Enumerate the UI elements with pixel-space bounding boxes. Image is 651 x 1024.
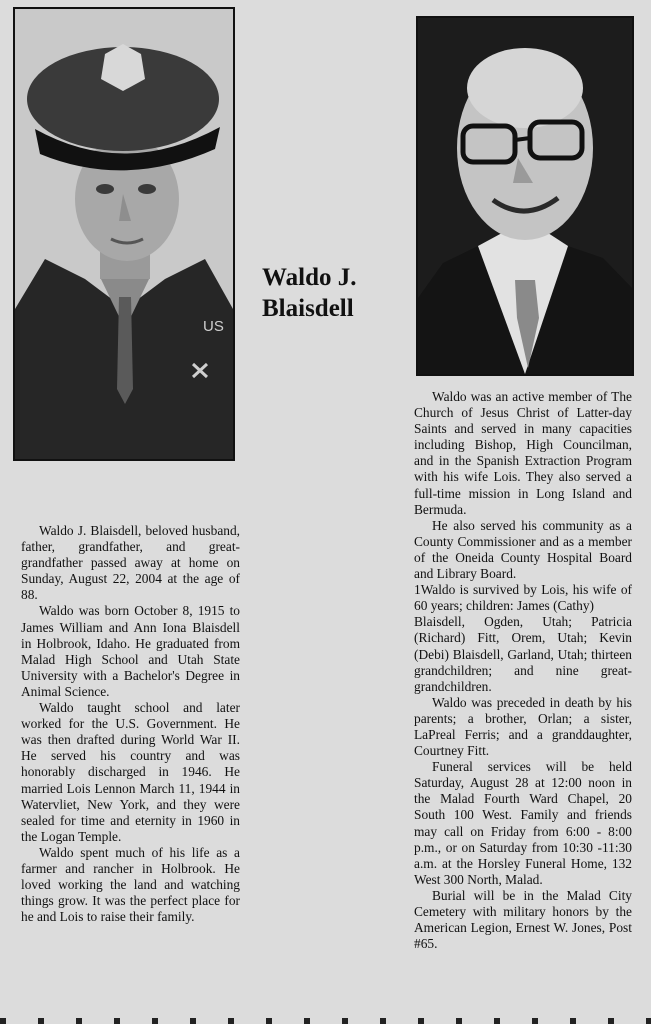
paragraph-passing: Waldo J. Blaisdell, beloved husband, father, grandfather, and great-grandfather passed away at home on Sunday, August 22, 2004 at the age of 88. (21, 523, 240, 603)
paragraph-church-service: Waldo was an active member of The Church of Jesus Christ of Latter-day Saints and served in many capacities including Bishop, High Councilman, and in the Spanish Extraction Program with his wife Lois. They also served a full-time mission in Long Island and Bermuda. (414, 389, 632, 517)
paragraph-birth-education: Waldo was born October 8, 1915 to James William and Ann Iona Blaisdell in Holbrook, Idaho. He graduated from Malad High School and Utah State University with a Bachelor's Degree in Animal Science. (21, 603, 240, 699)
headline-line-2: Blaisdell (262, 295, 354, 322)
paragraph-farming: Waldo spent much of his life as a farmer and rancher in Holbrook. He loved working the land and watching things grow. It was the perfect place for he and Lois to raise their family. (21, 844, 240, 925)
bottom-divider (0, 1018, 651, 1024)
paragraph-burial: Burial will be in the Malad City Cemetery with military honors by the American Legion, Ernest W. Jones, Post #65. (414, 887, 632, 952)
obituary-headline (262, 262, 402, 324)
collar-insignia-text: US (203, 318, 224, 335)
elderly-portrait-image (418, 18, 632, 374)
military-portrait-photo (13, 7, 235, 461)
paragraph-community-service: He also served his community as a County Commissioner and as a member of the Oneida County Hospital Board and Library Board. (414, 517, 632, 582)
headline-line-1: Waldo J. (262, 264, 357, 291)
obituary-right-column (414, 389, 632, 952)
paragraph-funeral-services: Funeral services will be held Saturday, August 28 at 12:00 noon in the Malad Fourth Ward Chapel, 20 South 100 West. Family and friends may call on Friday from 6:00 - 8:00 p.m., or on Saturday from 10:30 -11:30 a.m. at the Horsley Funeral Home, 132 West 300 North, Malad. (414, 759, 632, 887)
elderly-portrait-photo (416, 16, 634, 376)
paragraph-preceded-in-death: Waldo was preceded in death by his parents; a brother, Orlan; a sister, LaPreal Ferris; and a granddaughter, Courtney Fitt. (414, 694, 632, 759)
paragraph-survivors-continued: Blaisdell, Ogden, Utah; Patricia (Richard) Fitt, Orem, Utah; Kevin (Debi) Blaisdell, Garland, Utah; thirteen grandchildren; and nine great-grandchildren. (414, 614, 632, 694)
paragraph-survivors: 1Waldo is survived by Lois, his wife of 60 years; children: James (Cathy) (414, 582, 632, 614)
military-portrait-image (15, 9, 233, 459)
paragraph-career-marriage: Waldo taught school and later worked for the U.S. Government. He was then drafted during World War II. He served his country and was honorably discharged in 1946. He married Lois Lennon March 11, 1944 in Watervliet, New York, and they were sealed for time and eternity in 1960 in the Logan Temple. (21, 700, 240, 844)
obituary-left-column (21, 523, 240, 925)
